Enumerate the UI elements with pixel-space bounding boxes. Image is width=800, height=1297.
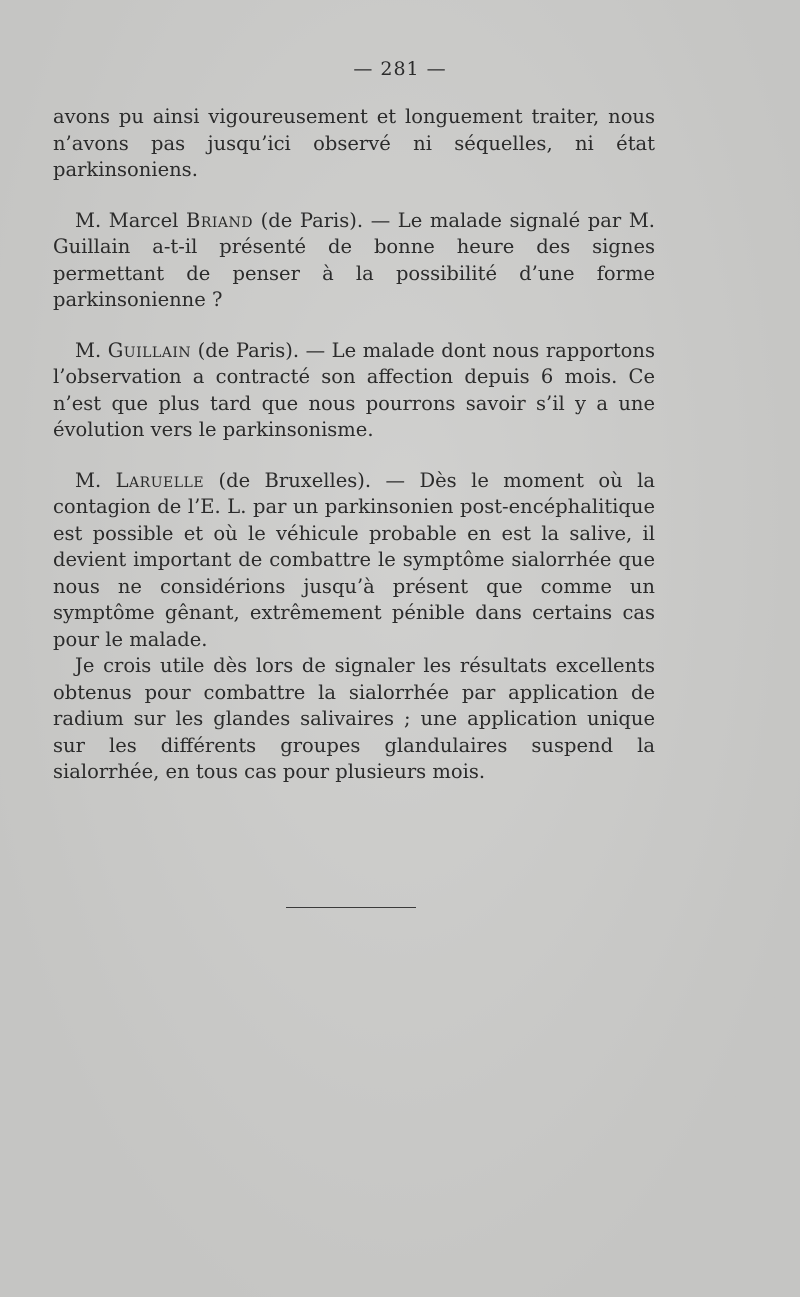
- speaker-prefix: M.: [75, 468, 116, 492]
- paragraph-continuation: avons pu ainsi vigoureusement et longuement traiter, nous n’avons pas jusqu’ici observé ni séquelles, ni état parkinsoniens.: [53, 105, 655, 181]
- end-rule: [286, 907, 416, 908]
- speaker-name: Laruelle: [115, 468, 205, 492]
- speaker-prefix: M. Marcel: [75, 208, 186, 232]
- paragraph-briand: [53, 208, 655, 314]
- speaker-remark: (de Bruxelles). — Dès le moment où la contagion de l’E. L. par un parkinsonien post-encéphalitique est possible et où le véhicule probable en est la salive, il devient important de combattre le symptôme sialorrhée que nous ne considérions jusqu’à présent que comme un symptôme gênant, extrêmement pénible dans certains cas pour le malade.: [53, 468, 655, 651]
- speaker-remark: (de Paris). — Le malade signalé par M. Guillain a-t-il présenté de bonne heure des signes permettant de penser à la possibilité d’une forme parkinsonienne ?: [53, 208, 655, 311]
- paragraph-radium: Je crois utile dès lors de signaler les résultats excellents obtenus pour combattre la sialorrhée par application de radium sur les glandes salivaires ; une application unique sur les différents groupes glandulaires suspend la sialorrhée, en tous cas pour plusieurs mois.: [53, 654, 655, 783]
- speaker-prefix: M.: [75, 338, 108, 362]
- paragraph-laruelle: [53, 468, 655, 654]
- body-text: [53, 104, 655, 786]
- speaker-name: Briand: [186, 208, 253, 232]
- speaker-name: Guillain: [107, 338, 192, 362]
- page-number: — 281 —: [353, 58, 447, 80]
- speaker-remark: (de Paris). — Le malade dont nous rapportons l’observation a contracté son affection depuis 6 mois. Ce n’est que plus tard que nous pourrons savoir s’il y a une évolution vers le parkinsonisme.: [53, 338, 655, 441]
- paragraph-guillain: [53, 338, 655, 444]
